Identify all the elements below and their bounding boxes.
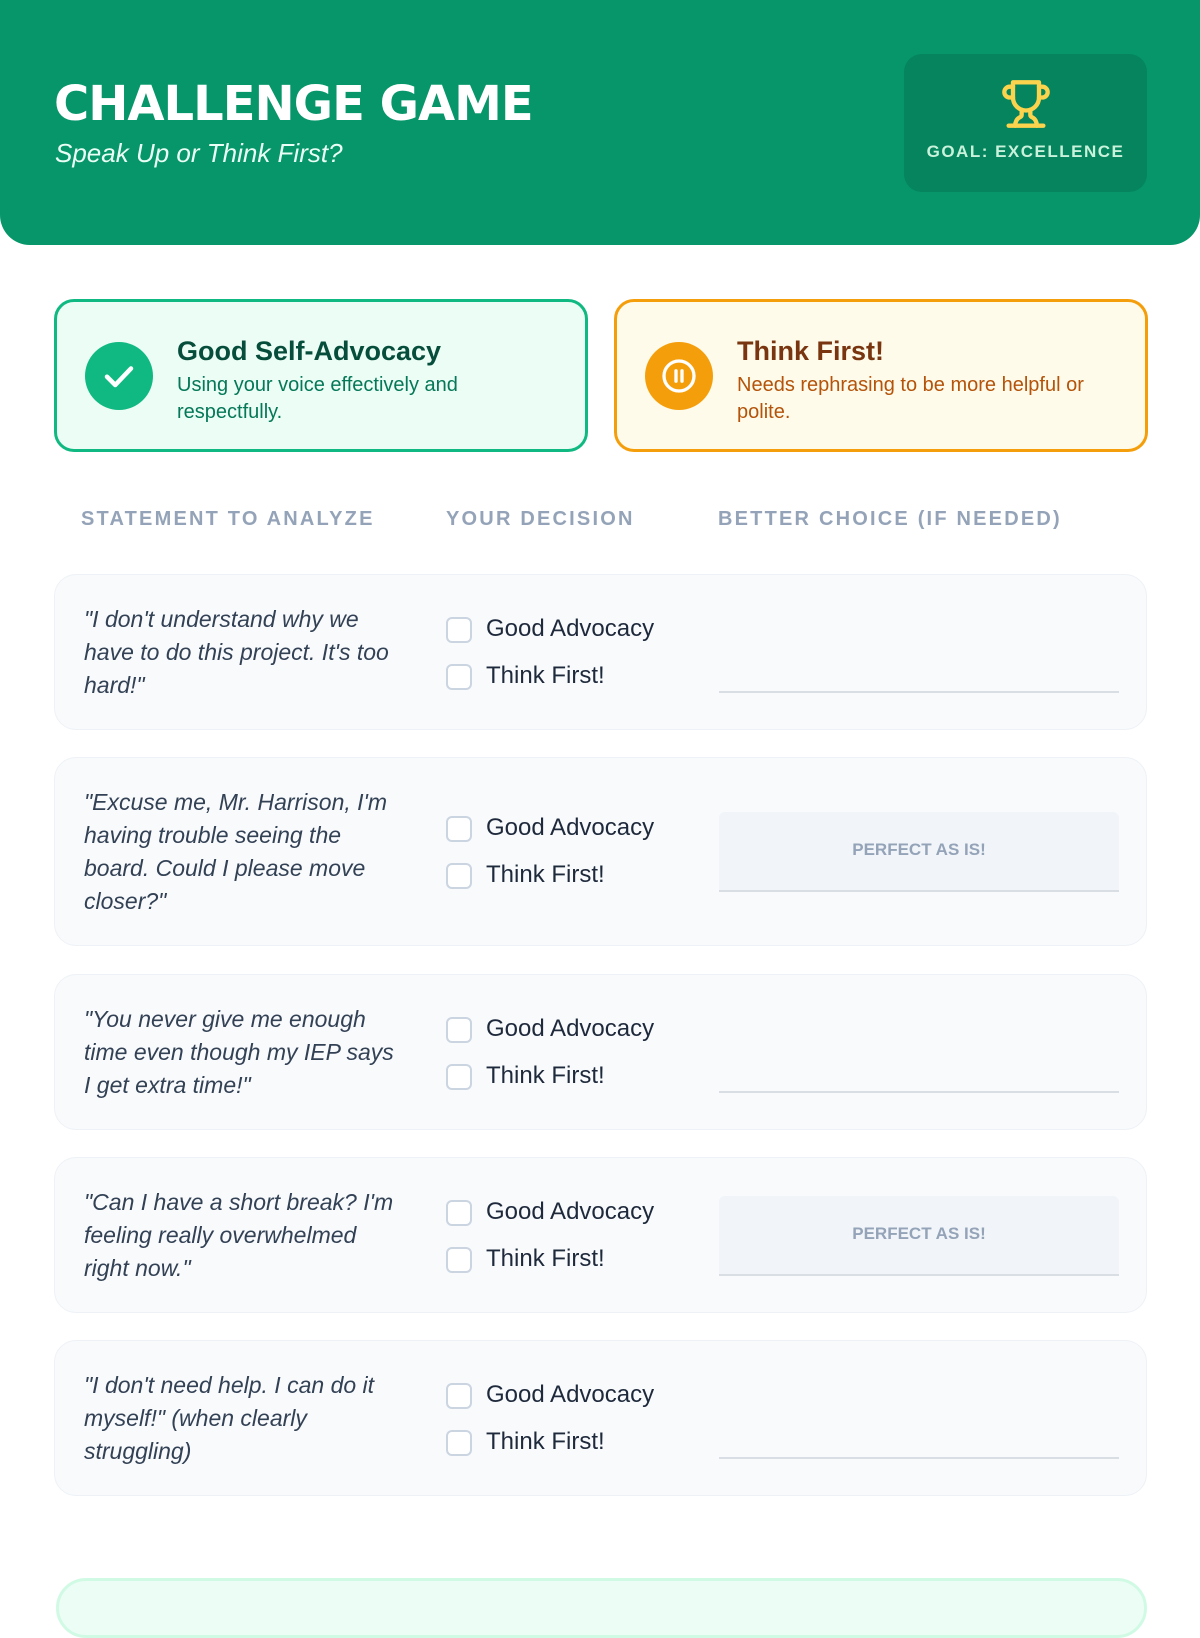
statement-row (54, 574, 1147, 730)
statement-row (54, 1157, 1147, 1313)
legend-think-badge (645, 342, 713, 410)
legend-good-advocacy (54, 299, 588, 452)
better-choice-text: PERFECT AS IS! (852, 840, 986, 859)
good-advocacy-checkbox[interactable] (446, 1200, 472, 1226)
statement-text: "You never give me enough time even though my IEP says I get extra time!" (84, 1006, 394, 1098)
better-choice-input[interactable] (719, 1091, 1119, 1093)
good-advocacy-checkbox[interactable] (446, 617, 472, 643)
think-first-label: Think First! (486, 1245, 605, 1272)
legend-think-description: Needs rephrasing to be more helpful or polite. (737, 374, 1084, 423)
legend-good-description: Using your voice effectively and respectfully. (177, 374, 458, 423)
think-first-checkbox[interactable] (446, 1064, 472, 1090)
footer-card (56, 1578, 1147, 1638)
page-subtitle: Speak Up or Think First? (55, 138, 343, 168)
think-first-checkbox[interactable] (446, 664, 472, 690)
good-advocacy-label: Good Advocacy (486, 1198, 655, 1225)
statement-text: "Can I have a short break? I'm feeling really overwhelmed right now." (84, 1189, 394, 1281)
trophy-icon (1000, 78, 1052, 130)
column-header-better-choice: BETTER CHOICE (IF NEEDED) (718, 508, 1062, 530)
good-advocacy-label: Good Advocacy (486, 1015, 655, 1042)
goal-label: GOAL: EXCELLENCE (926, 142, 1125, 161)
better-choice-field[interactable] (719, 1196, 1119, 1276)
think-first-label: Think First! (486, 1062, 605, 1089)
better-choice-field[interactable] (719, 812, 1119, 892)
statement-text: "I don't understand why we have to do this project. It's too hard!" (84, 606, 389, 698)
legend-think-title: Think First! (737, 336, 884, 366)
good-advocacy-checkbox[interactable] (446, 816, 472, 842)
legend-think-first (614, 299, 1148, 452)
think-first-label: Think First! (486, 861, 605, 888)
statement-text: "I don't need help. I can do it myself!" (when clearly struggling) (84, 1372, 375, 1464)
statement-text: "Excuse me, Mr. Harrison, I'm having trouble seeing the board. Could I please move closer?" (84, 789, 388, 914)
legend-good-badge (85, 342, 153, 410)
better-choice-input[interactable] (719, 691, 1119, 693)
good-advocacy-checkbox[interactable] (446, 1017, 472, 1043)
statement-row (54, 1340, 1147, 1496)
column-header-decision: YOUR DECISION (446, 508, 635, 530)
good-advocacy-label: Good Advocacy (486, 1381, 655, 1408)
better-choice-text: PERFECT AS IS! (852, 1224, 986, 1243)
think-first-checkbox[interactable] (446, 1430, 472, 1456)
think-first-label: Think First! (486, 1428, 605, 1455)
goal-badge (904, 54, 1147, 192)
legend-good-title: Good Self-Advocacy (177, 336, 442, 366)
good-advocacy-label: Good Advocacy (486, 615, 655, 642)
think-first-checkbox[interactable] (446, 1247, 472, 1273)
good-advocacy-label: Good Advocacy (486, 814, 655, 841)
think-first-checkbox[interactable] (446, 863, 472, 889)
pause-icon (661, 358, 697, 394)
think-first-label: Think First! (486, 662, 605, 689)
column-header-statement: STATEMENT TO ANALYZE (81, 508, 375, 530)
header-banner (0, 0, 1200, 245)
statement-row (54, 974, 1147, 1130)
good-advocacy-checkbox[interactable] (446, 1383, 472, 1409)
statement-row (54, 757, 1147, 946)
better-choice-input[interactable] (719, 1457, 1119, 1459)
check-icon (101, 358, 137, 394)
page-title: CHALLENGE GAME (54, 76, 533, 132)
